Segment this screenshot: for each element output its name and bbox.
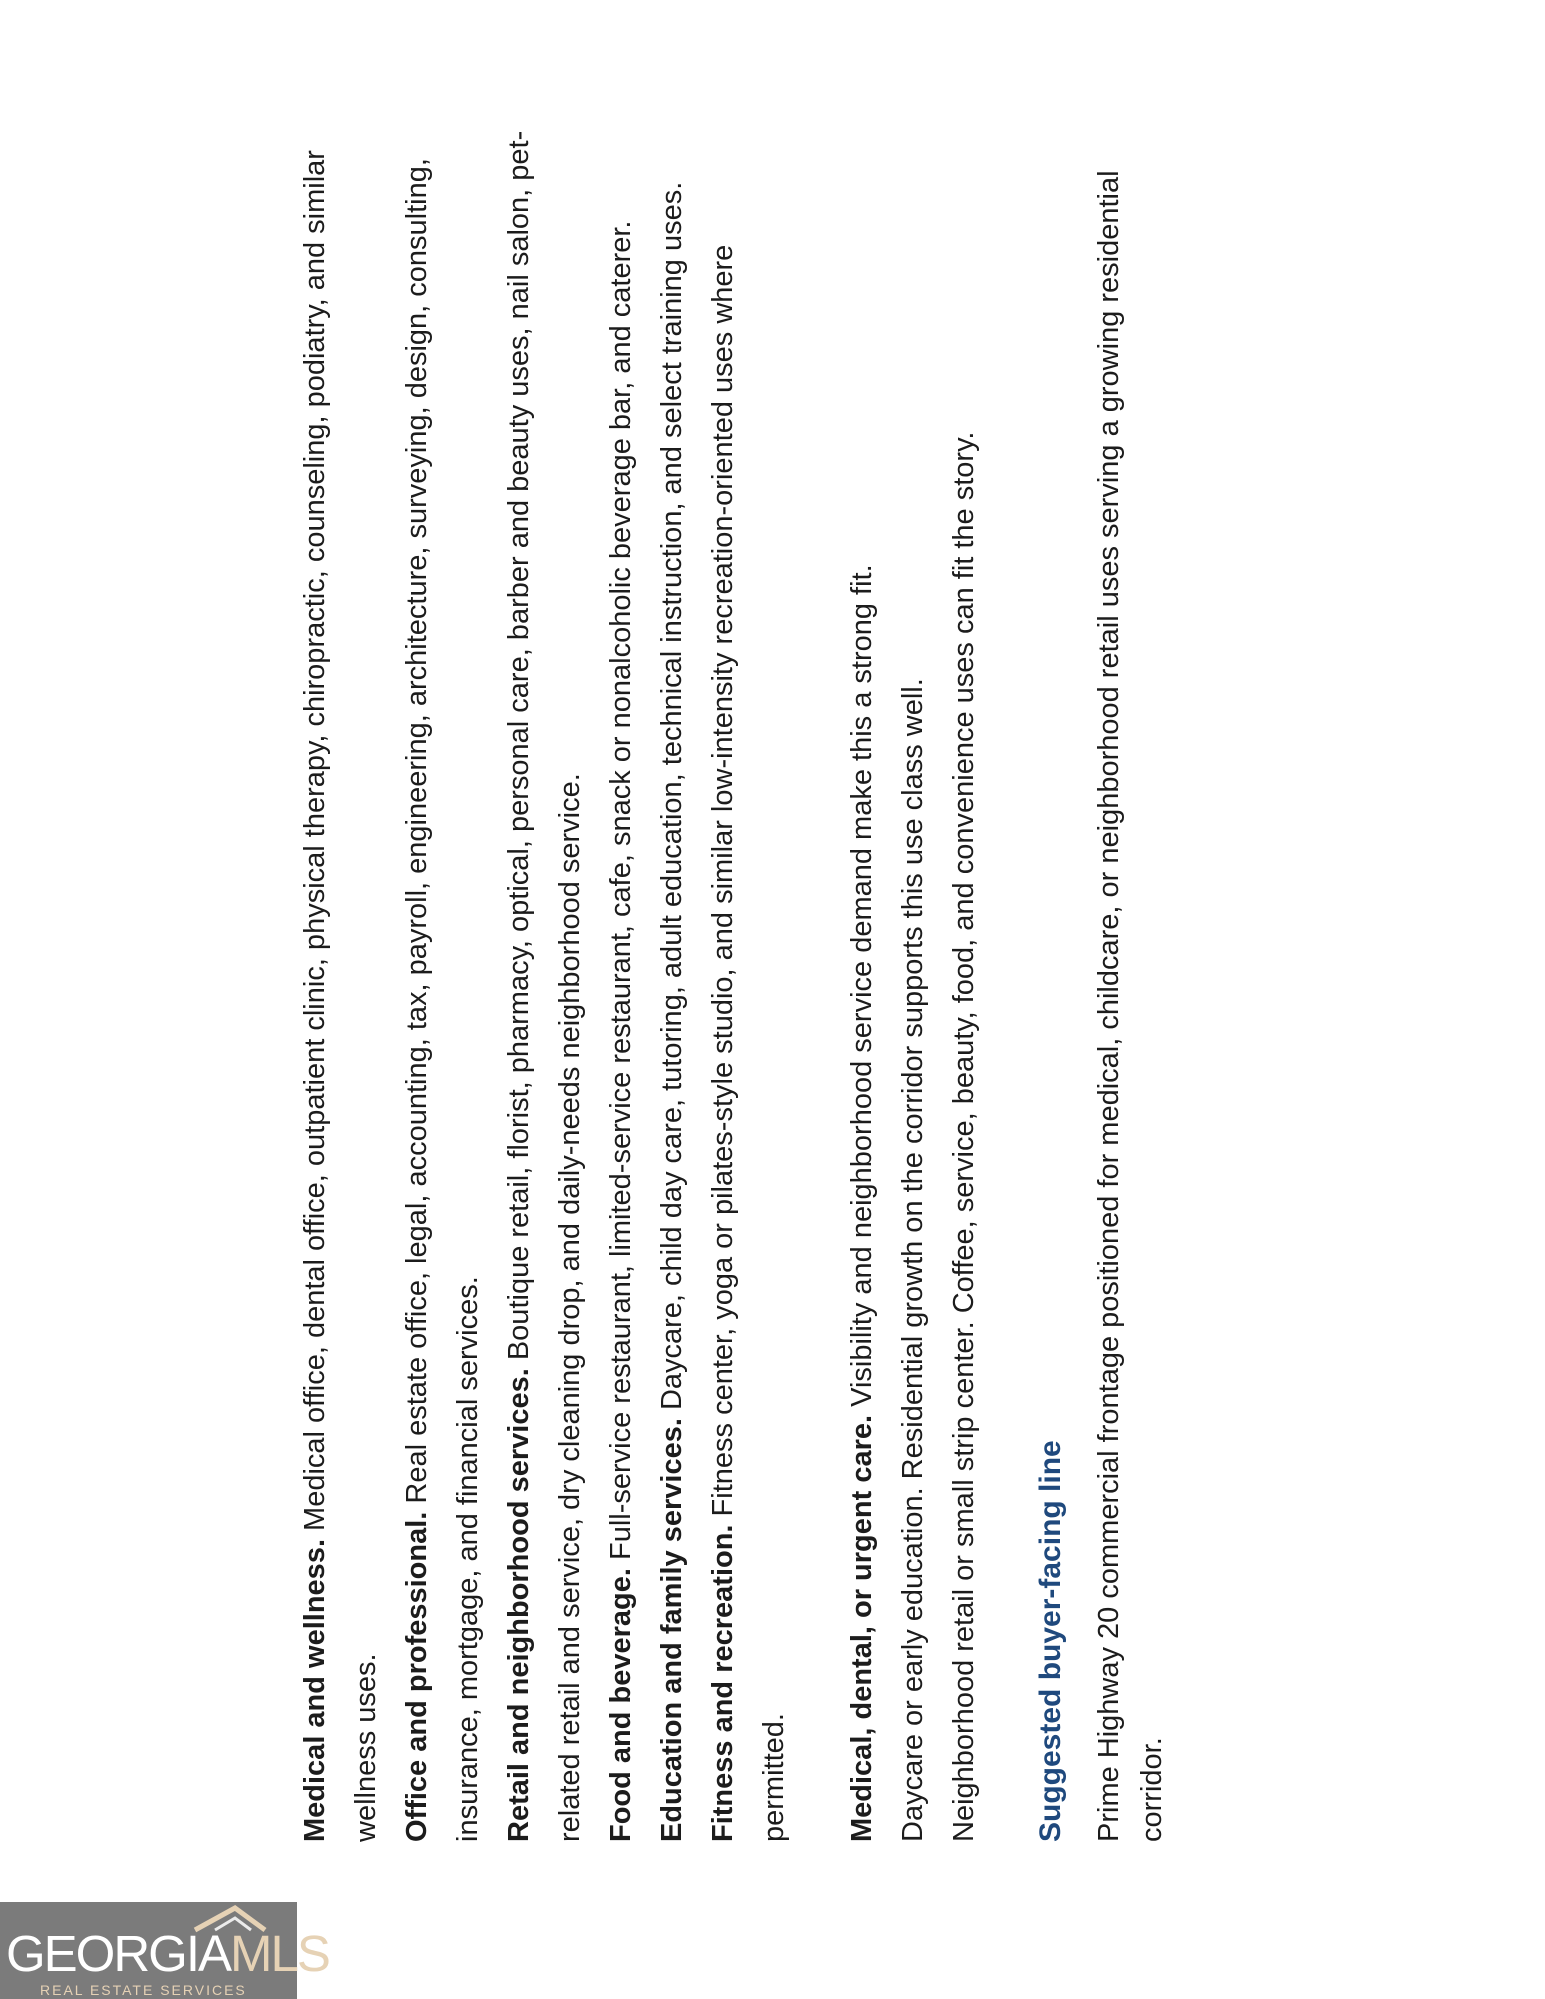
- fit-description: Visibility and neighborhood service demand make this a strong fit.: [846, 564, 878, 1415]
- buyer-line-heading: Suggested buyer-facing line: [1034, 1440, 1067, 1842]
- use-title: Retail and neighborhood services.: [503, 1368, 535, 1842]
- logo-wordmark: [6, 1925, 329, 1982]
- fit-neighborhood-retail: Neighborhood retail or small strip center. Coffee, service, beauty, food, and convenience uses can fit the story.: [948, 431, 980, 1842]
- use-education-family: [647, 122, 698, 1842]
- use-description: Daycare, child day care, tutoring, adult education, technical instruction, and select training uses.: [656, 181, 688, 1419]
- logo-brand-main: GEORGIA: [6, 1925, 231, 1982]
- fit-title: Medical, dental, or urgent care.: [846, 1414, 878, 1842]
- use-title: Office and professional.: [401, 1511, 433, 1842]
- use-description: Boutique retail, florist, pharmacy, optical, personal care, barber and beauty uses, nail salon, pet-related retail and service, dry cleaning drop, and daily-needs neighborhood service.: [503, 130, 586, 1842]
- document-body: [290, 122, 1174, 1842]
- use-retail-neighborhood: [494, 122, 596, 1842]
- fit-daycare: Daycare or early education. Residential growth on the corridor supports this use class well.: [897, 678, 929, 1842]
- use-title: Fitness and recreation.: [707, 1524, 739, 1842]
- use-description: Real estate office, legal, accounting, tax, payroll, engineering, architecture, surveying, design, consulting, insurance, mortgage, and financial services.: [401, 158, 484, 1842]
- use-medical-wellness: [290, 122, 392, 1842]
- use-description: Medical office, dental office, outpatient clinic, physical therapy, chiropractic, counseling, podiatry, and similar wellness uses.: [299, 150, 382, 1842]
- fit-medical-dental: [837, 122, 888, 1842]
- use-description: Fitness center, yoga or pilates-style studio, and similar low-intensity recreation-oriented uses where permitted.: [707, 244, 790, 1842]
- use-description: Full-service restaurant, limited-service restaurant, cafe, snack or nonalcoholic beverage bar, and caterer.: [605, 220, 637, 1569]
- use-title: Medical and wellness.: [299, 1539, 331, 1842]
- buyer-line-text: Prime Highway 20 commercial frontage positioned for medical, childcare, or neighborhood retail uses serving a growing residential corridor.: [1093, 170, 1168, 1842]
- use-fitness-recreation: [698, 122, 800, 1842]
- logo-tagline: REAL ESTATE SERVICES: [40, 1982, 247, 1998]
- use-title: Food and beverage.: [605, 1568, 637, 1842]
- use-food-beverage: [596, 122, 647, 1842]
- georgia-mls-logo: [0, 1902, 329, 1999]
- use-office-professional: [392, 122, 494, 1842]
- spacer: [800, 122, 837, 1842]
- logo-brand-accent: MLS: [230, 1925, 329, 1982]
- use-title: Education and family services.: [656, 1418, 688, 1842]
